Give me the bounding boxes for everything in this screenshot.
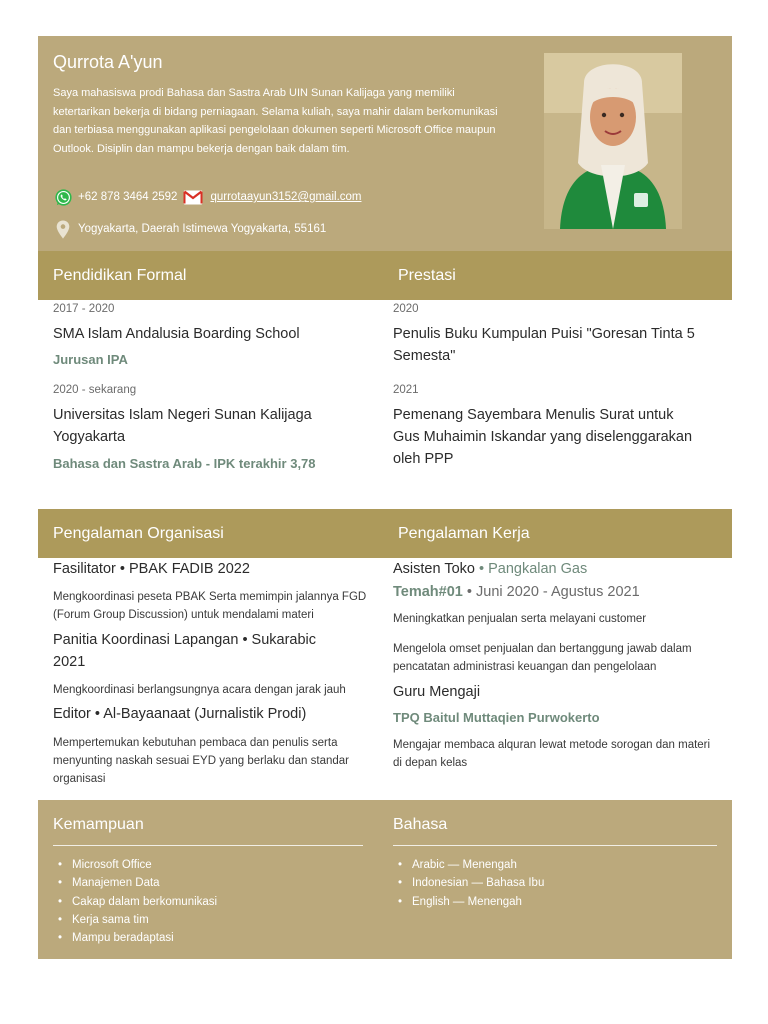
whatsapp-icon xyxy=(53,187,73,207)
profile-header xyxy=(38,36,732,251)
education-date: 2017 - 2020 xyxy=(53,303,115,315)
education-school: SMA Islam Andalusia Boarding School xyxy=(53,326,300,342)
organization-title-line2: 2021 xyxy=(53,654,86,670)
location-text: Yogyakarta, Daerah Istimewa Yogyakarta, 55161 xyxy=(78,223,327,235)
languages-heading: Bahasa xyxy=(393,816,448,833)
contact-row xyxy=(53,187,362,207)
skills-column xyxy=(38,800,378,959)
work-role: Guru Mengaji xyxy=(393,684,481,700)
work-desc: Mengajar membaca alquran lewat metode sorogan dan materi di depan kelas xyxy=(393,739,711,769)
award-title-line2: Semesta" xyxy=(393,348,456,364)
work-period: Juni 2020 - Agustus 2021 xyxy=(476,584,640,600)
award-title: Pemenang Sayembara Menulis Surat untuk xyxy=(393,407,674,423)
education-school-line2: Yogyakarta xyxy=(53,429,126,445)
list-item: • Cakap dalam berkomunikasi xyxy=(53,893,363,911)
email-link[interactable]: qurrotaayun3152@gmail.com xyxy=(210,191,362,203)
award-title-line2: Gus Muhaimin Iskandar yang diselenggarakan xyxy=(393,429,693,445)
skills-heading: Kemampuan xyxy=(53,816,144,833)
phone-number[interactable]: +62 878 3464 2592 xyxy=(78,191,178,203)
languages-column xyxy=(378,800,732,959)
list-item: • Arabic — Menengah xyxy=(393,856,717,874)
award-title: Penulis Buku Kumpulan Puisi "Goresan Tinta 5 xyxy=(393,326,695,342)
list-item: • Kerja sama tim xyxy=(53,911,363,929)
list-item: • Indonesian — Bahasa Ibu xyxy=(393,874,717,892)
education-major: Bahasa dan Sastra Arab - IPK terakhir 3,78 xyxy=(53,456,316,471)
work-role: Asisten Toko xyxy=(393,561,475,577)
work-role-line: Asisten Toko • Pangkalan Gas xyxy=(393,561,588,577)
organization-title: Fasilitator • PBAK FADIB 2022 xyxy=(53,561,250,577)
education-heading: Pendidikan Formal xyxy=(53,266,187,284)
skills-list xyxy=(53,856,363,947)
skills-languages-section xyxy=(38,800,732,959)
organization-title: Panitia Koordinasi Lapangan • Sukarabic xyxy=(53,632,317,648)
organization-desc: Mengkoordinasi peseta PBAK Serta memimpin jalannya FGD (Forum Group Discussion) untuk mendalami materi xyxy=(53,591,367,621)
resume-page xyxy=(38,36,732,959)
organization-title: Editor • Al-Bayaanaat (Jurnalistik Prodi) xyxy=(53,706,307,722)
location-row xyxy=(53,219,326,239)
list-item: • Microsoft Office xyxy=(53,856,363,874)
organization-desc: Mengkoordinasi berlangsungnya acara dengan jarak jauh xyxy=(53,684,346,696)
award-title-line3: oleh PPP xyxy=(393,451,454,467)
location-pin-icon xyxy=(53,219,73,239)
organization-work-section xyxy=(38,558,732,800)
work-heading: Pengalaman Kerja xyxy=(398,524,530,542)
divider xyxy=(53,845,363,846)
list-item: • Mampu beradaptasi xyxy=(53,929,363,947)
work-desc: Meningkatkan penjualan serta melayani customer xyxy=(393,613,647,625)
work-place-period-line: Temah#01 • Juni 2020 - Agustus 2021 xyxy=(393,584,640,600)
list-item: • English — Menengah xyxy=(393,893,717,911)
work-place: Pangkalan Gas xyxy=(488,561,588,577)
gmail-icon xyxy=(183,187,203,207)
profile-photo xyxy=(544,53,682,229)
award-year: 2021 xyxy=(393,384,419,396)
education-school: Universitas Islam Negeri Sunan Kalijaga xyxy=(53,407,312,423)
section-bar-organization-work xyxy=(38,509,732,558)
work-place-line2: Temah#01 xyxy=(393,584,463,600)
section-bar-education-awards xyxy=(38,251,732,300)
work-desc: Mengelola omset penjualan dan bertanggung jawab dalam pencatatan administrasi keuangan dan pengelolaan xyxy=(393,643,692,673)
organization-desc: Mempertemukan kebutuhan pembaca dan penulis serta menyunting naskah sesuai EYD yang berlaku dan standar organisasi xyxy=(53,737,349,785)
languages-list xyxy=(393,856,717,911)
education-date: 2020 - sekarang xyxy=(53,384,137,396)
award-year: 2020 xyxy=(393,303,419,315)
awards-heading: Prestasi xyxy=(398,266,456,284)
education-awards-section xyxy=(38,300,732,509)
education-major: Jurusan IPA xyxy=(53,352,128,367)
profile-name: Qurrota A'yun xyxy=(53,52,163,72)
work-place: TPQ Baitul Muttaqien Purwokerto xyxy=(393,710,600,725)
organization-heading: Pengalaman Organisasi xyxy=(53,524,224,542)
divider xyxy=(393,845,717,846)
list-item: • Manajemen Data xyxy=(53,874,363,892)
profile-summary: Saya mahasiswa prodi Bahasa dan Sastra Arab UIN Sunan Kalijaga yang memiliki ketertarikan bekerja di bidang perniagaan. Selama kuliah, saya mahir dalam berkomunikasi dan terbiasa menggunakan aplikasi pengelolaan dokumen seperti Microsoft Office maupun Outlook. Disiplin dan mampu bekerja dengan baik dalam tim. xyxy=(53,87,498,155)
